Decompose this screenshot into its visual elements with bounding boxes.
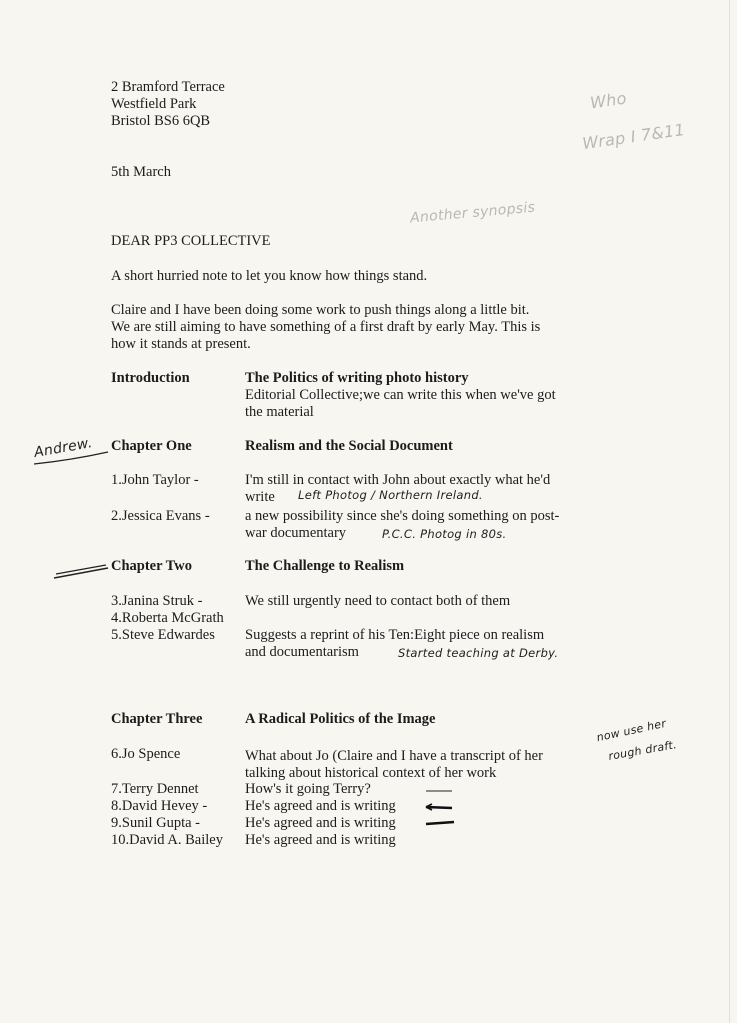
paragraph-2-line-2: We are still aiming to have something of a first draft by early May. This is bbox=[111, 319, 541, 335]
address-line-3: Bristol BS6 6QB bbox=[111, 113, 211, 129]
handwritten-taylor-note: Left Photog / Northern Ireland. bbox=[298, 488, 483, 502]
contributor-sunil-gupta: 9.Sunil Gupta - bbox=[111, 815, 201, 831]
jessica-evans-note-line-1: a new possibility since she's doing something on post- bbox=[245, 508, 560, 524]
andrew-underline-mark bbox=[32, 448, 112, 468]
paragraph-2-line-1: Claire and I have been doing some work to push things along a little bit. bbox=[111, 302, 530, 318]
jessica-evans-note-line-2: war documentary bbox=[245, 525, 347, 541]
contributor-david-hevey: 8.David Hevey - bbox=[111, 798, 208, 814]
handwritten-edwards-note: Started teaching at Derby. bbox=[398, 646, 559, 660]
page-fold bbox=[729, 0, 730, 1023]
faint-note-who: Who bbox=[588, 88, 628, 113]
steve-edwardes-note-line-1: Suggests a reprint of his Ten:Eight piece on realism bbox=[245, 627, 545, 643]
intro-note-line-2: the material bbox=[245, 404, 314, 420]
terry-dennet-note: How's it going Terry? bbox=[245, 781, 371, 797]
contributor-jo-spence: 6.Jo Spence bbox=[111, 746, 181, 762]
terry-dash-mark bbox=[424, 788, 454, 794]
chapter-three-title: A Radical Politics of the Image bbox=[245, 711, 436, 727]
contributor-roberta-mcgrath: 4.Roberta McGrath bbox=[111, 610, 224, 626]
janina-struk-note: We still urgently need to contact both of them bbox=[245, 593, 511, 609]
chapter-three-label: Chapter Three bbox=[111, 711, 203, 727]
faint-note-synopsis: Another synopsis bbox=[409, 199, 536, 227]
chapter-one-title: Realism and the Social Document bbox=[245, 438, 453, 454]
intro-label: Introduction bbox=[111, 370, 190, 386]
contributor-john-taylor: 1.John Taylor - bbox=[111, 472, 199, 488]
chapter-one-label: Chapter One bbox=[111, 438, 192, 454]
salutation: DEAR PP3 COLLECTIVE bbox=[111, 233, 271, 249]
chapter-two-arrow-mark bbox=[52, 560, 112, 582]
intro-title: The Politics of writing photo history bbox=[245, 370, 469, 386]
address-line-2: Westfield Park bbox=[111, 96, 197, 112]
address-line-1: 2 Bramford Terrace bbox=[111, 79, 225, 95]
chapter-two-title: The Challenge to Realism bbox=[245, 558, 405, 574]
contributor-jessica-evans: 2.Jessica Evans - bbox=[111, 508, 210, 524]
paragraph-2-line-3: how it stands at present. bbox=[111, 336, 251, 352]
letter-date: 5th March bbox=[111, 164, 171, 180]
contributor-steve-edwardes: 5.Steve Edwardes bbox=[111, 627, 215, 643]
jo-spence-note-line-2: talking about historical context of her work bbox=[245, 765, 497, 781]
handwritten-spence-note-2: rough draft. bbox=[607, 738, 678, 763]
sunil-gupta-note: He's agreed and is writing bbox=[245, 815, 396, 831]
steve-edwardes-note-line-2: and documentarism bbox=[245, 644, 359, 660]
chapter-two-label: Chapter Two bbox=[111, 558, 192, 574]
hevey-arrow-mark bbox=[424, 802, 454, 812]
david-hevey-note: He's agreed and is writing bbox=[245, 798, 396, 814]
david-bailey-note: He's agreed and is writing bbox=[245, 832, 396, 848]
gupta-dash-mark bbox=[424, 820, 456, 826]
faint-note-wrap: Wrap I 7&11 bbox=[581, 119, 687, 154]
john-taylor-note-line-1: I'm still in contact with John about exactly what he'd bbox=[245, 472, 551, 488]
contributor-terry-dennet: 7.Terry Dennet bbox=[111, 781, 199, 797]
contributor-david-bailey: 10.David A. Bailey bbox=[111, 832, 223, 848]
jo-spence-note-line-1: What about Jo (Claire and I have a transcript of her bbox=[245, 748, 543, 764]
intro-note-line-1: Editorial Collective;we can write this when we've got bbox=[245, 387, 556, 403]
paragraph-1: A short hurried note to let you know how things stand. bbox=[111, 268, 428, 284]
handwritten-spence-note-1: now use her bbox=[595, 716, 668, 745]
john-taylor-note-line-2: write bbox=[245, 489, 275, 505]
handwritten-evans-note: P.C.C. Photog in 80s. bbox=[382, 527, 507, 541]
contributor-janina-struk: 3.Janina Struk - bbox=[111, 593, 203, 609]
handwritten-andrew: Andrew. bbox=[32, 435, 94, 461]
